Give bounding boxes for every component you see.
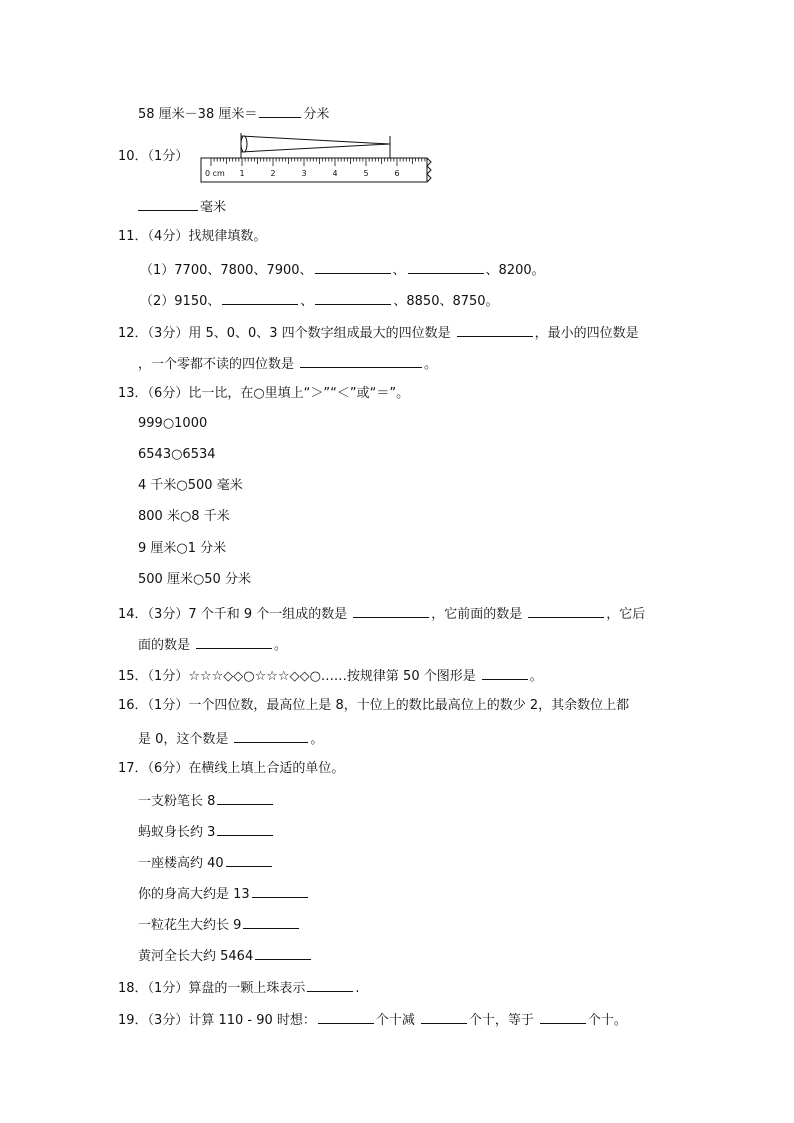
q9-answer-blank[interactable] bbox=[259, 103, 301, 118]
q17-item-6 bbox=[138, 945, 313, 966]
q14-blank-before[interactable] bbox=[528, 603, 604, 618]
q19-blank-2[interactable] bbox=[421, 1009, 467, 1024]
q17-item-2 bbox=[138, 821, 275, 842]
q12-text-a: 12．（3分）用 5、0、0、3 四个数字组成最大的四位数是 bbox=[118, 326, 451, 341]
ruler-svg bbox=[200, 132, 432, 184]
q16-text-a: 是 0，这个数是 bbox=[138, 732, 229, 747]
q10-answer-line bbox=[138, 196, 226, 217]
q17-item-3-text: 一座楼高约 40 bbox=[138, 856, 224, 871]
q17-item-3 bbox=[138, 852, 274, 873]
q12-text-c: ，一个零都不读的四位数是 bbox=[138, 357, 295, 372]
ruler-tick-label: 1 bbox=[239, 169, 245, 178]
q17-item-4-text: 你的身高大约是 13 bbox=[138, 887, 250, 902]
q17-blank-1[interactable] bbox=[217, 790, 273, 805]
ruler-tick-label: 2 bbox=[270, 169, 276, 178]
q17-item-5-text: 一粒花生大约长 9 bbox=[138, 918, 242, 933]
q13-item-2[interactable]: 6543○6534 bbox=[138, 447, 216, 462]
q19-text-b: 个十减 bbox=[375, 1013, 415, 1028]
q12-blank-nozero[interactable] bbox=[300, 353, 422, 368]
q15-text: 15．（1分）☆☆☆◇◇○☆☆☆◇◇○……按规律第 50 个图形是 bbox=[118, 669, 476, 684]
q10-score: （1分） bbox=[147, 149, 189, 164]
q11-blank-4[interactable] bbox=[315, 290, 391, 305]
q14-line-1 bbox=[118, 603, 645, 624]
q14-text-b: ，它前面的数是 bbox=[431, 607, 523, 622]
q11-header: 11．（4分）找规律填数。 bbox=[118, 229, 267, 244]
q13-item-1[interactable]: 999○1000 bbox=[138, 416, 208, 431]
q9-tail-line bbox=[138, 103, 329, 124]
q17-blank-5[interactable] bbox=[243, 914, 299, 929]
ruler-tick-label: 3 bbox=[301, 169, 307, 178]
q11-separator-2: 、 bbox=[300, 294, 314, 309]
q14-blank-number[interactable] bbox=[353, 603, 429, 618]
q14-text-end: 。 bbox=[274, 638, 288, 653]
ruler-figure bbox=[200, 132, 432, 184]
q11-line-1-end: 、8200。 bbox=[485, 263, 545, 278]
q11-blank-2[interactable] bbox=[408, 259, 484, 274]
q17-item-5 bbox=[138, 914, 301, 935]
q19-text-a: 19．（3分）计算 110 - 90 时想： bbox=[118, 1013, 316, 1028]
q19-blank-3[interactable] bbox=[540, 1009, 586, 1024]
q12-line-2 bbox=[138, 353, 437, 374]
q12-text-end: 。 bbox=[424, 357, 438, 372]
q17-blank-4[interactable] bbox=[252, 883, 308, 898]
ruler-body bbox=[201, 158, 427, 182]
q9-unit: 分米 bbox=[303, 107, 330, 122]
q13-header: 13．（6分）比一比，在○里填上“＞”“＜”或“＝”。 bbox=[118, 386, 410, 401]
q13-item-4[interactable]: 800 米○8 千米 bbox=[138, 509, 230, 524]
q10-unit: 毫米 bbox=[200, 200, 227, 215]
q11-separator-1: 、 bbox=[392, 263, 406, 278]
q15-text-end: 。 bbox=[529, 669, 543, 684]
ruler-unit-label: 0 cm bbox=[205, 169, 225, 178]
q19-text-end: 个十。 bbox=[587, 1013, 627, 1028]
q16-line-1: 16．（1分）一个四位数，最高位上是 8，十位上的数比最高位上的数少 2，其余数位上都 bbox=[118, 698, 630, 713]
q11-line-2-end: 、8850、8750。 bbox=[393, 294, 499, 309]
q11-line-2-start: （2）9150、 bbox=[140, 294, 221, 309]
q19-blank-1[interactable] bbox=[318, 1009, 374, 1024]
q14-line-2 bbox=[138, 634, 287, 655]
q12-text-b: ，最小的四位数是 bbox=[534, 326, 639, 341]
q18-line bbox=[118, 977, 359, 998]
q14-text-a: 14．（3分）7 个千和 9 个一组成的数是 bbox=[118, 607, 348, 622]
q18-text-end: . bbox=[355, 981, 360, 996]
ruler-tick-label: 4 bbox=[332, 169, 338, 178]
q16-blank[interactable] bbox=[234, 728, 308, 743]
q13-item-5[interactable]: 9 厘米○1 分米 bbox=[138, 541, 227, 556]
q17-item-1-text: 一支粉笔长 8 bbox=[138, 794, 216, 809]
ruler-tick-label: 6 bbox=[394, 169, 400, 178]
q15-line bbox=[118, 665, 543, 686]
q14-blank-after[interactable] bbox=[196, 634, 272, 649]
ruler-break bbox=[427, 158, 431, 182]
q16-text-end: 。 bbox=[310, 732, 324, 747]
q15-blank[interactable] bbox=[482, 665, 528, 680]
q13-item-3[interactable]: 4 千米○500 毫米 bbox=[138, 478, 243, 493]
q9-expression: 58 厘米－38 厘米＝ bbox=[138, 107, 258, 122]
ruler-tick-label: 5 bbox=[363, 169, 369, 178]
q18-text: 18．（1分）算盘的一颗上珠表示 bbox=[118, 981, 306, 996]
q11-line-2 bbox=[140, 290, 499, 311]
cone-shape bbox=[241, 136, 390, 152]
q12-line-1 bbox=[118, 322, 639, 343]
q17-item-4 bbox=[138, 883, 310, 904]
q17-blank-6[interactable] bbox=[255, 945, 311, 960]
q19-line bbox=[118, 1009, 627, 1030]
q17-header: 17．（6分）在横线上填上合适的单位。 bbox=[118, 761, 345, 776]
q13-item-6[interactable]: 500 厘米○50 分米 bbox=[138, 572, 251, 587]
q19-text-c: 个十，等于 bbox=[468, 1013, 534, 1028]
q18-blank[interactable] bbox=[307, 977, 353, 992]
q10-number: 10． bbox=[118, 149, 148, 164]
q17-blank-2[interactable] bbox=[217, 821, 273, 836]
q11-blank-1[interactable] bbox=[315, 259, 391, 274]
q14-text-c: ，它后 bbox=[606, 607, 646, 622]
q17-item-1 bbox=[138, 790, 275, 811]
q11-blank-3[interactable] bbox=[222, 290, 298, 305]
q11-line-1 bbox=[140, 259, 545, 280]
q10-answer-blank[interactable] bbox=[138, 196, 198, 211]
q17-item-2-text: 蚂蚁身长约 3 bbox=[138, 825, 216, 840]
q17-blank-3[interactable] bbox=[226, 852, 272, 867]
q12-blank-max[interactable] bbox=[457, 322, 533, 337]
q17-item-6-text: 黄河全长大约 5464 bbox=[138, 949, 254, 964]
q16-line-2 bbox=[138, 728, 323, 749]
q10-header bbox=[118, 148, 188, 166]
q14-text-d: 面的数是 bbox=[138, 638, 191, 653]
q11-line-1-start: （1）7700、7800、7900、 bbox=[140, 263, 313, 278]
cone-base bbox=[241, 136, 247, 152]
